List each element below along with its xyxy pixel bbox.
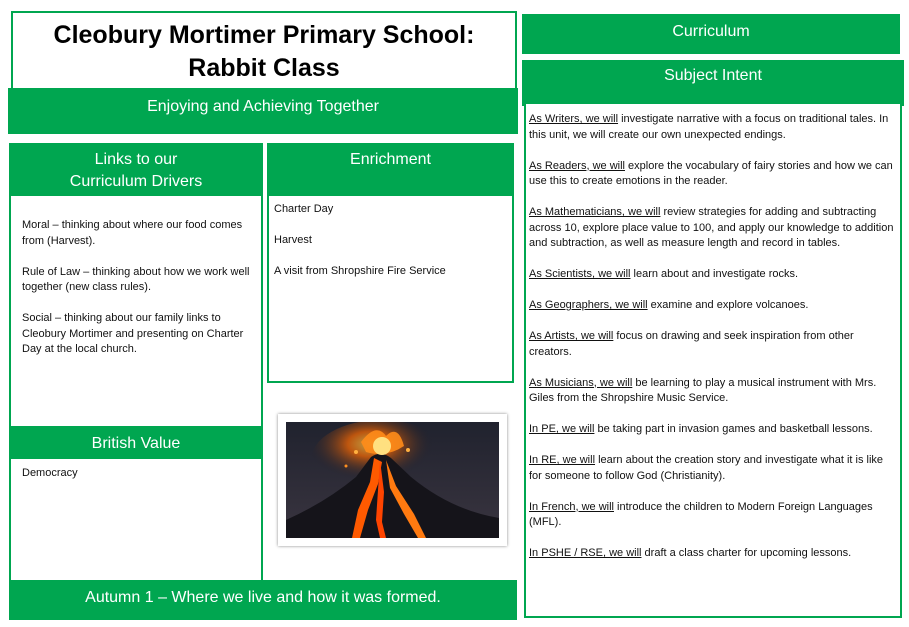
subject-intent-panel xyxy=(524,104,902,618)
subject-intent-lead: As Musicians, we will xyxy=(529,376,633,389)
subject-intent-item xyxy=(529,453,894,484)
subject-intent-text: examine and explore volcanoes. xyxy=(647,299,809,311)
page-title xyxy=(13,19,515,85)
links-heading-line-1: Links to our xyxy=(94,151,178,168)
title-box xyxy=(11,11,517,91)
curriculum-header xyxy=(522,14,900,54)
subject-intent-text: learn about the creation story and investigate what it is like for someone to follow God (Christianity). xyxy=(529,454,884,482)
subject-intent-lead: As Artists, we will xyxy=(529,330,614,342)
subject-intent-item xyxy=(529,546,894,562)
enrichment-item-charter-day: Charter Day xyxy=(274,203,334,215)
subject-intent-text: explore the vocabulary of fairy stories and how we can use this to create emotions in the reader. xyxy=(529,159,893,187)
curriculum-heading: Curriculum xyxy=(672,23,750,40)
subject-intent-text: focus on drawing and seek inspiration from other creators. xyxy=(529,330,854,358)
enrichment-heading: Enrichment xyxy=(350,151,431,168)
subject-intent-item xyxy=(529,267,894,283)
subject-intent-text: learn about and investigate rocks. xyxy=(630,268,799,280)
subject-intent-lead: In French, we will xyxy=(529,500,614,513)
british-value-heading: British Value xyxy=(91,435,181,452)
british-value-panel xyxy=(9,459,263,584)
subject-intent-item xyxy=(529,298,894,314)
footer-term: Autumn 1 – Where we live and how it was formed. xyxy=(85,589,441,606)
links-item-social: Social – thinking about our family links to Cleobury Mortimer and presenting on Charter Day at the local church. xyxy=(22,312,244,355)
subject-intent-lead: In PSHE / RSE, we will xyxy=(529,547,642,559)
subject-intent-text: be learning to play a musical instrument with Mrs. Giles from the Shropshire Music Service. xyxy=(529,376,877,404)
subject-intent-item xyxy=(529,159,894,190)
subject-intent-list xyxy=(529,112,894,562)
links-item-moral: Moral – thinking about where our food comes from (Harvest). xyxy=(22,219,243,247)
subject-intent-heading: Subject Intent xyxy=(664,67,762,84)
title-line-2: Rabbit Class xyxy=(188,54,340,82)
subject-intent-text: introduce the children to Modern Foreign Languages (MFL). xyxy=(529,500,873,528)
subject-intent-lead: As Scientists, we will xyxy=(529,268,631,280)
subject-intent-lead: In PE, we will xyxy=(529,423,595,435)
subject-intent-item xyxy=(529,329,894,360)
british-value-text: Democracy xyxy=(22,467,78,479)
links-header xyxy=(9,143,263,198)
subject-intent-text: review strategies for adding and subtracting across 10, explore place value to 100, and apply our knowledge to addition and subtraction, as well as measure length and record in tables. xyxy=(529,206,894,249)
enrichment-header xyxy=(267,143,514,198)
subject-intent-text: draft a class charter for upcoming lessons. xyxy=(641,547,852,559)
subject-intent-lead: In RE, we will xyxy=(529,454,596,466)
subject-intent-header xyxy=(522,60,904,106)
subject-intent-lead: As Mathematicians, we will xyxy=(529,206,661,218)
enrichment-item-harvest: Harvest xyxy=(274,234,312,246)
subject-intent-item xyxy=(529,205,894,252)
subject-intent-lead: As Readers, we will xyxy=(529,159,625,172)
subject-intent-item xyxy=(529,112,894,143)
subject-intent-item xyxy=(529,422,894,438)
british-value-header xyxy=(9,427,263,461)
subject-intent-lead: As Writers, we will xyxy=(529,113,619,125)
links-panel xyxy=(9,196,263,428)
subject-intent-item xyxy=(529,500,894,531)
enrichment-item-fire-service: A visit from Shropshire Fire Service xyxy=(274,265,446,277)
volcano-icon xyxy=(286,422,499,538)
links-item-rule-of-law: Rule of Law – thinking about how we work well together (new class rules). xyxy=(22,265,250,293)
title-line-1: Cleobury Mortimer Primary School: xyxy=(53,21,475,49)
motto-text: Enjoying and Achieving Together xyxy=(147,98,379,115)
subject-intent-text: investigate narrative with a focus on traditional tales. In this unit, we will create our own unexpected endings. xyxy=(529,113,889,141)
footer-banner xyxy=(9,580,517,620)
subject-intent-item xyxy=(529,376,894,407)
volcano-image xyxy=(278,414,507,546)
subject-intent-lead: As Geographers, we will xyxy=(529,299,648,311)
enrichment-panel xyxy=(267,196,514,383)
subject-intent-text: be taking part in invasion games and basketball lessons. xyxy=(594,423,873,435)
links-heading-line-2: Curriculum Drivers xyxy=(69,173,203,190)
motto-banner xyxy=(8,88,518,134)
